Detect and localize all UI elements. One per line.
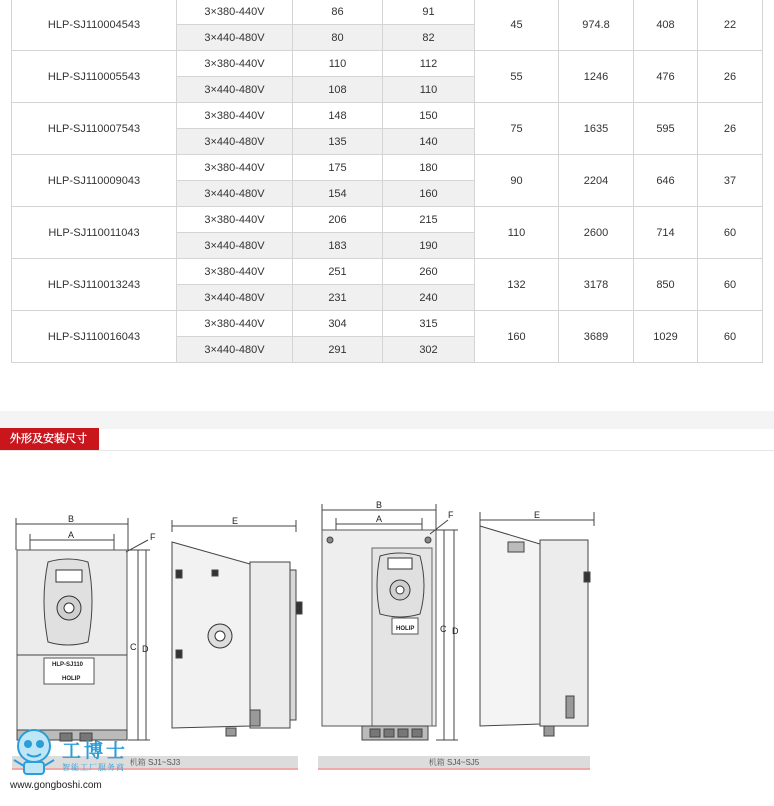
watermark-subtitle: 智能工厂服务商 xyxy=(62,763,125,772)
caption-sj1-sj3: 机箱 SJ1~SJ3 xyxy=(12,756,298,770)
value-cell: 175 xyxy=(293,155,383,181)
value-cell: 150 xyxy=(383,103,475,129)
value-cell: 86 xyxy=(293,0,383,25)
value-cell: 646 xyxy=(634,155,698,207)
value-cell: 112 xyxy=(383,51,475,77)
model-cell: HLP-SJ110007543 xyxy=(12,103,177,155)
dim-label-c1: C xyxy=(130,642,137,652)
value-cell: 82 xyxy=(383,25,475,51)
voltage-cell: 3×440-480V xyxy=(177,181,293,207)
value-cell: 1029 xyxy=(634,311,698,363)
voltage-cell: 3×380-440V xyxy=(177,103,293,129)
table-row xyxy=(12,207,763,233)
voltage-cell: 3×380-440V xyxy=(177,51,293,77)
table-row xyxy=(12,103,763,129)
model-cell: HLP-SJ110016043 xyxy=(12,311,177,363)
value-cell: 595 xyxy=(634,103,698,155)
table-row xyxy=(12,311,763,337)
value-cell: 91 xyxy=(383,0,475,25)
value-cell: 260 xyxy=(383,259,475,285)
value-cell: 215 xyxy=(383,207,475,233)
value-cell: 80 xyxy=(293,25,383,51)
value-cell: 160 xyxy=(475,311,559,363)
value-cell: 135 xyxy=(293,129,383,155)
side-view-small xyxy=(172,520,302,736)
dim-label-e2: E xyxy=(534,510,541,520)
value-cell: 37 xyxy=(698,155,763,207)
value-cell: 302 xyxy=(383,337,475,363)
value-cell: 154 xyxy=(293,181,383,207)
front-view-small xyxy=(16,518,150,741)
drive-model-label: HLP-SJ110 xyxy=(52,662,84,668)
dim-label-b1: B xyxy=(68,514,75,524)
value-cell: 974.8 xyxy=(559,0,634,51)
table-row xyxy=(12,259,763,285)
dim-label-d2: D xyxy=(452,626,459,636)
dim-label-a1: A xyxy=(68,530,75,540)
value-cell: 2600 xyxy=(559,207,634,259)
value-cell: 110 xyxy=(475,207,559,259)
watermark-title: 工博士 xyxy=(62,740,129,762)
table-row xyxy=(12,155,763,181)
value-cell: 3689 xyxy=(559,311,634,363)
value-cell: 148 xyxy=(293,103,383,129)
value-cell: 180 xyxy=(383,155,475,181)
brand-label-small: HOLIP xyxy=(62,676,81,682)
value-cell: 850 xyxy=(634,259,698,311)
dim-label-a2: A xyxy=(376,514,383,524)
caption-sj4-sj5: 机箱 SJ4~SJ5 xyxy=(318,756,590,770)
table-row xyxy=(12,51,763,77)
value-cell: 160 xyxy=(383,181,475,207)
value-cell: 110 xyxy=(293,51,383,77)
brand-label-large: HOLIP xyxy=(396,626,415,632)
value-cell: 476 xyxy=(634,51,698,103)
spec-table xyxy=(11,0,763,363)
value-cell: 90 xyxy=(475,155,559,207)
value-cell: 45 xyxy=(475,0,559,51)
value-cell: 60 xyxy=(698,311,763,363)
section-band xyxy=(0,411,774,429)
voltage-cell: 3×440-480V xyxy=(177,129,293,155)
model-cell: HLP-SJ110011043 xyxy=(12,207,177,259)
value-cell: 1635 xyxy=(559,103,634,155)
value-cell: 55 xyxy=(475,51,559,103)
value-cell: 206 xyxy=(293,207,383,233)
value-cell: 22 xyxy=(698,0,763,51)
robot-mascot-icon xyxy=(8,724,62,780)
voltage-cell: 3×440-480V xyxy=(177,233,293,259)
value-cell: 408 xyxy=(634,0,698,51)
value-cell: 108 xyxy=(293,77,383,103)
side-view-large xyxy=(480,512,594,736)
value-cell: 132 xyxy=(475,259,559,311)
section-title: 外形及安装尺寸 xyxy=(0,428,99,451)
dim-label-d1: D xyxy=(142,644,149,654)
voltage-cell: 3×380-440V xyxy=(177,0,293,25)
model-cell: HLP-SJ110013243 xyxy=(12,259,177,311)
model-cell: HLP-SJ110009043 xyxy=(12,155,177,207)
model-cell: HLP-SJ110005543 xyxy=(12,51,177,103)
value-cell: 231 xyxy=(293,285,383,311)
voltage-cell: 3×440-480V xyxy=(177,25,293,51)
value-cell: 240 xyxy=(383,285,475,311)
value-cell: 183 xyxy=(293,233,383,259)
value-cell: 26 xyxy=(698,51,763,103)
voltage-cell: 3×380-440V xyxy=(177,155,293,181)
value-cell: 75 xyxy=(475,103,559,155)
value-cell: 110 xyxy=(383,77,475,103)
voltage-cell: 3×440-480V xyxy=(177,77,293,103)
front-view-large xyxy=(322,504,458,740)
value-cell: 26 xyxy=(698,103,763,155)
voltage-cell: 3×440-480V xyxy=(177,337,293,363)
model-cell: HLP-SJ110004543 xyxy=(12,0,177,51)
value-cell: 304 xyxy=(293,311,383,337)
value-cell: 60 xyxy=(698,207,763,259)
voltage-cell: 3×440-480V xyxy=(177,285,293,311)
watermark-url: www.gongboshi.com xyxy=(10,780,102,791)
value-cell: 315 xyxy=(383,311,475,337)
dim-label-f2: F xyxy=(448,510,454,520)
value-cell: 251 xyxy=(293,259,383,285)
dim-label-e1: E xyxy=(232,516,239,526)
dim-label-c2: C xyxy=(440,624,447,634)
value-cell: 714 xyxy=(634,207,698,259)
value-cell: 60 xyxy=(698,259,763,311)
value-cell: 2204 xyxy=(559,155,634,207)
dim-label-b2: B xyxy=(376,500,383,510)
value-cell: 3178 xyxy=(559,259,634,311)
voltage-cell: 3×380-440V xyxy=(177,259,293,285)
value-cell: 291 xyxy=(293,337,383,363)
value-cell: 140 xyxy=(383,129,475,155)
section-divider xyxy=(0,450,774,451)
voltage-cell: 3×380-440V xyxy=(177,311,293,337)
dim-label-f1: F xyxy=(150,532,156,542)
value-cell: 190 xyxy=(383,233,475,259)
table-row xyxy=(12,0,763,25)
value-cell: 1246 xyxy=(559,51,634,103)
watermark xyxy=(6,722,166,802)
voltage-cell: 3×380-440V xyxy=(177,207,293,233)
